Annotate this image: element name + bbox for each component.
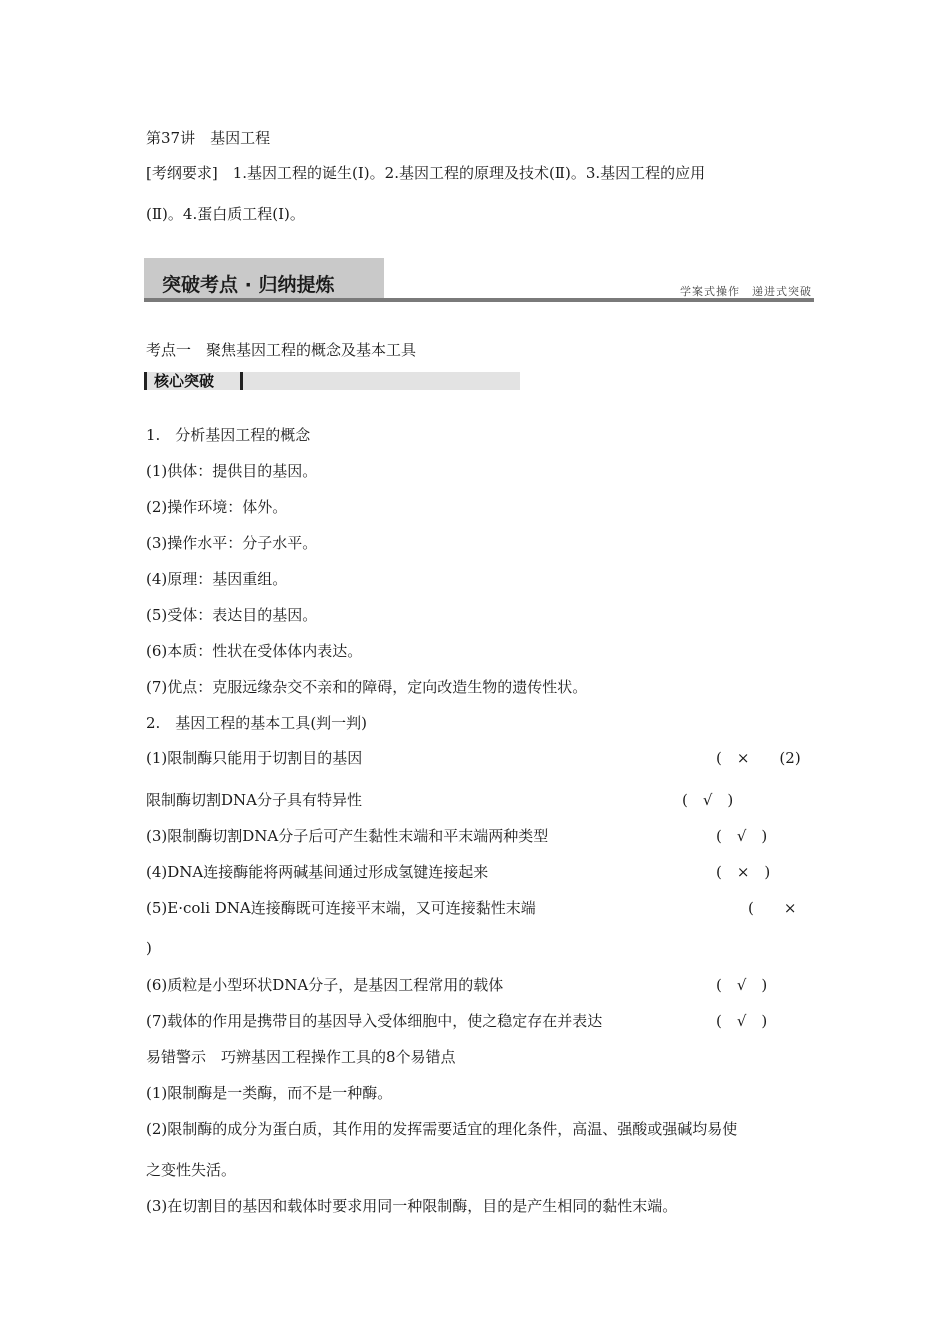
list-item: (6)本质：性状在受体体内表达。	[146, 642, 363, 660]
judge-question-4: (4)DNA连接酶能将两碱基间通过形成氢键连接起来	[146, 863, 489, 881]
banner-subtitle: 学案式操作 递进式突破	[680, 285, 812, 298]
judge-mark-2: ( √ )	[682, 791, 734, 809]
section2-heading: 2. 基因工程的基本工具(判一判)	[146, 714, 368, 732]
section1-heading: 1. 分析基因工程的概念	[146, 426, 311, 444]
warning-point-1: (1)限制酶是一类酶，而不是一种酶。	[146, 1084, 393, 1102]
list-item: (4)原理：基因重组。	[146, 570, 288, 588]
requirements-line-1: [考纲要求] 1.基因工程的诞生(Ⅰ)。2.基因工程的原理及技术(Ⅱ)。3.基因工程的应用	[146, 164, 706, 182]
judge-question-6: (6)质粒是小型环状DNA分子，是基因工程常用的载体	[146, 976, 504, 994]
judge-mark-6: ( √ )	[716, 976, 768, 994]
judge-question-2: 限制酶切割DNA分子具有特异性	[146, 791, 362, 809]
list-item: (7)优点：克服远缘杂交不亲和的障碍，定向改造生物的遗传性状。	[146, 678, 588, 696]
warning-point-2-line-1: (2)限制酶的成分为蛋白质，其作用的发挥需要适宜的理化条件，高温、强酸或强碱均易使	[146, 1120, 738, 1138]
judge-question-3: (3)限制酶切割DNA分子后可产生黏性末端和平末端两种类型	[146, 827, 549, 845]
judge-question-7: (7)载体的作用是携带目的基因导入受体细胞中，使之稳定存在并表达	[146, 1012, 603, 1030]
list-item: (5)受体：表达目的基因。	[146, 606, 318, 624]
judge-mark-5: ( ×	[748, 899, 797, 917]
judge-question-5: (5)E·coli DNA连接酶既可连接平末端，又可连接黏性末端	[146, 899, 536, 917]
warning-heading: 易错警示 巧辨基因工程操作工具的8个易错点	[146, 1048, 456, 1066]
banner-title: 突破考点 · 归纳提炼	[162, 274, 335, 296]
judge-mark-4: ( × )	[716, 863, 771, 881]
warning-point-2-line-2: 之变性失活。	[146, 1161, 237, 1179]
list-item: (1)供体：提供目的基因。	[146, 462, 318, 480]
core-breakthrough-bar	[144, 372, 520, 390]
section-banner	[144, 258, 814, 304]
judge-mark-5-close: )	[146, 939, 152, 957]
lecture-title: 第37讲 基因工程	[146, 129, 271, 147]
topic-title: 考点一 聚焦基因工程的概念及基本工具	[146, 341, 417, 359]
judge-question-1: (1)限制酶只能用于切割目的基因	[146, 749, 363, 767]
list-item: (3)操作水平：分子水平。	[146, 534, 318, 552]
list-item: (2)操作环境：体外。	[146, 498, 288, 516]
warning-point-3: (3)在切割目的基因和载体时要求用同一种限制酶，目的是产生相同的黏性末端。	[146, 1197, 678, 1215]
judge-mark-1: ( × (2)	[716, 749, 801, 767]
judge-mark-7: ( √ )	[716, 1012, 768, 1030]
requirements-line-2: (Ⅱ)。4.蛋白质工程(Ⅰ)。	[146, 205, 305, 223]
core-left-bar	[144, 372, 147, 390]
core-label: 核心突破	[154, 372, 215, 390]
judge-mark-3: ( √ )	[716, 827, 768, 845]
core-right-bar	[240, 372, 243, 390]
